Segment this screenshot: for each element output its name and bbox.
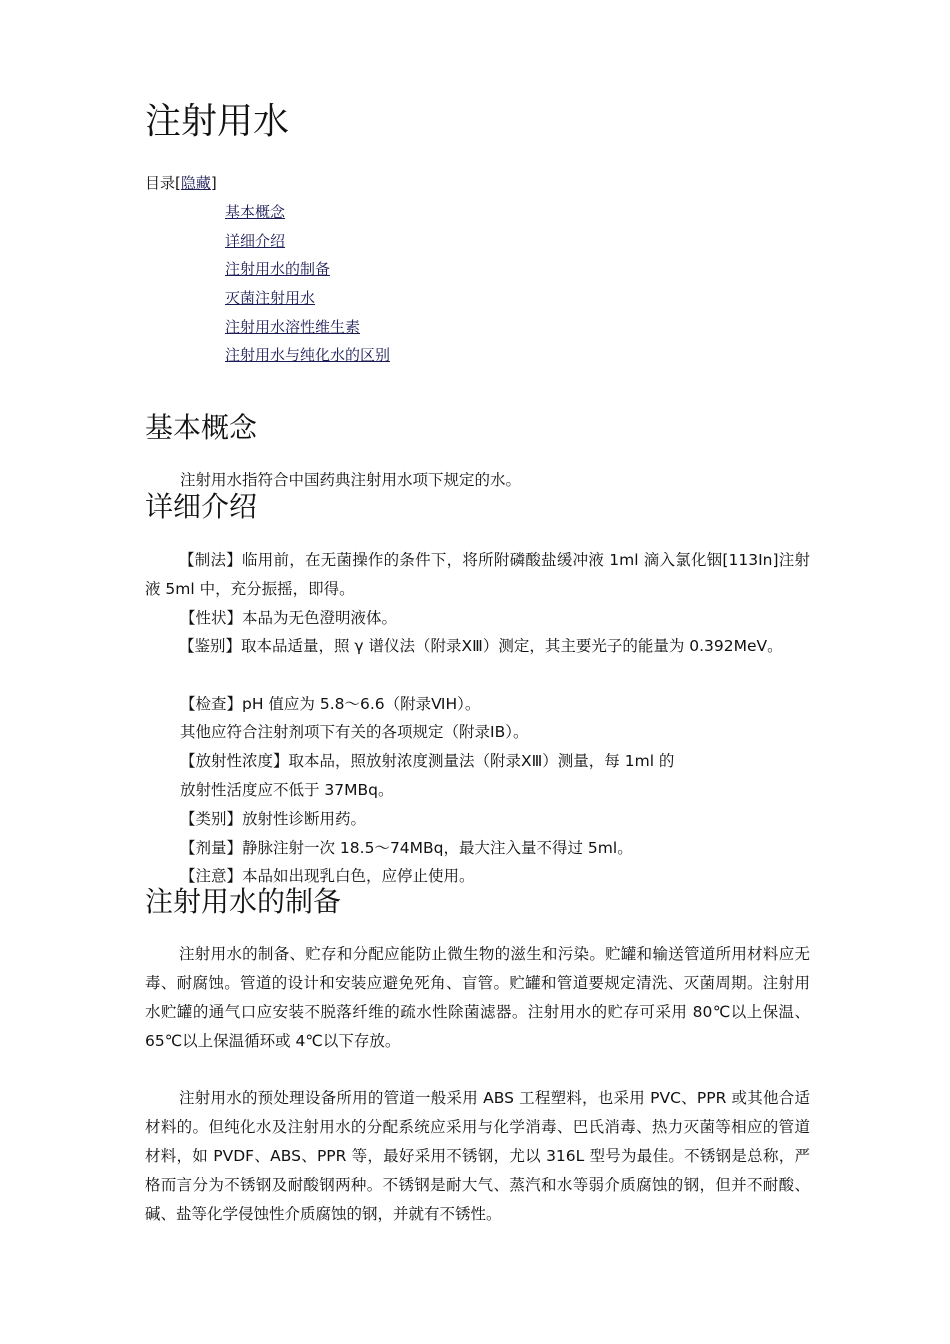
toc-item bbox=[225, 200, 390, 229]
detail-property: 【性状】本品为无色澄明液体。 bbox=[180, 609, 398, 627]
toc-link-detail[interactable]: 详细介绍 bbox=[225, 231, 286, 250]
toc-item bbox=[225, 343, 390, 372]
toc-item bbox=[225, 229, 390, 258]
toc-item bbox=[225, 286, 390, 315]
toc-item bbox=[225, 257, 390, 286]
basic-text: 注射用水指符合中国药典注射用水项下规定的水。 bbox=[180, 471, 522, 489]
detail-check: 【检查】pH 值应为 5.8～6.6（附录ⅥH）。 bbox=[180, 695, 481, 713]
toc-link-difference[interactable]: 注射用水与纯化水的区别 bbox=[225, 346, 391, 365]
toc-link-sterile[interactable]: 灭菌注射用水 bbox=[225, 289, 316, 308]
toc-link-basic[interactable]: 基本概念 bbox=[225, 203, 286, 221]
section-heading-prep: 注射用水的制备 bbox=[145, 885, 342, 918]
toc-hide-link[interactable]: 隐藏 bbox=[180, 174, 211, 192]
detail-other: 其他应符合注射剂项下有关的各项规定（附录ⅠB）。 bbox=[180, 723, 529, 741]
toc-label: 目录 bbox=[145, 174, 176, 192]
toc-header: 目录[隐藏] bbox=[145, 174, 217, 192]
section-heading-detail: 详细介绍 bbox=[145, 490, 258, 523]
toc-item bbox=[225, 315, 390, 344]
detail-note: 【注意】本品如出现乳白色，应停止使用。 bbox=[180, 867, 475, 885]
detail-category: 【类别】放射性诊断用药。 bbox=[180, 810, 367, 828]
prep-paragraph-2: 注射用水的预处理设备所用的管道一般采用 ABS 工程塑料，也采用 PVC、PPR 或其他合适材料的。但纯化水及注射用水的分配系统应采用与化学消毒、巴氏消毒、热力灭菌等相应的管道材料，如 PVDF、ABS、PPR 等，最好采用不锈钢，尤以 316L 型号为最佳。不锈钢是总称，严格而言分为不锈钢及耐酸钢两种。不锈钢是耐大气、蒸汽和水等弱介质腐蚀的钢，但并不耐酸、碱、盐等化学侵蚀性介质腐蚀的钢，并就有不锈性。 bbox=[145, 1089, 810, 1223]
detail-method: 【制法】临用前，在无菌操作的条件下，将所附磷酸盐缓冲液 1ml 滴入氯化铟[113In]注射液 5ml 中，充分振摇，即得。 bbox=[145, 551, 810, 598]
detail-radio-line1: 【放射性浓度】取本品，照放射浓度测量法（附录ⅩⅢ）测量，每 1ml 的 bbox=[180, 752, 675, 770]
detail-radio-line2: 放射性活度应不低于 37MBq。 bbox=[180, 781, 394, 799]
detail-dose: 【剂量】静脉注射一次 18.5～74MBq，最大注入量不得过 5ml。 bbox=[180, 839, 633, 857]
toc-list bbox=[225, 200, 390, 372]
prep-paragraph-1: 注射用水的制备、贮存和分配应能防止微生物的滋生和污染。贮罐和输送管道所用材料应无毒、耐腐蚀。管道的设计和安装应避免死角、盲管。贮罐和管道要规定清洗、灭菌周期。注射用水贮罐的通气口应安装不脱落纤维的疏水性除菌滤器。注射用水的贮存可采用 80℃以上保温、65℃以上保温循环或 4℃以下存放。 bbox=[145, 945, 810, 1050]
toc-link-vitamin[interactable]: 注射用水溶性维生素 bbox=[225, 317, 361, 336]
page-title: 注射用水 bbox=[145, 101, 290, 142]
section-heading-basic: 基本概念 bbox=[145, 411, 258, 444]
toc-link-prep[interactable]: 注射用水的制备 bbox=[225, 260, 331, 279]
detail-identify: 【鉴别】取本品适量，照 γ 谱仪法（附录ⅩⅢ）测定，其主要光子的能量为 0.392MeV。 bbox=[179, 637, 783, 655]
